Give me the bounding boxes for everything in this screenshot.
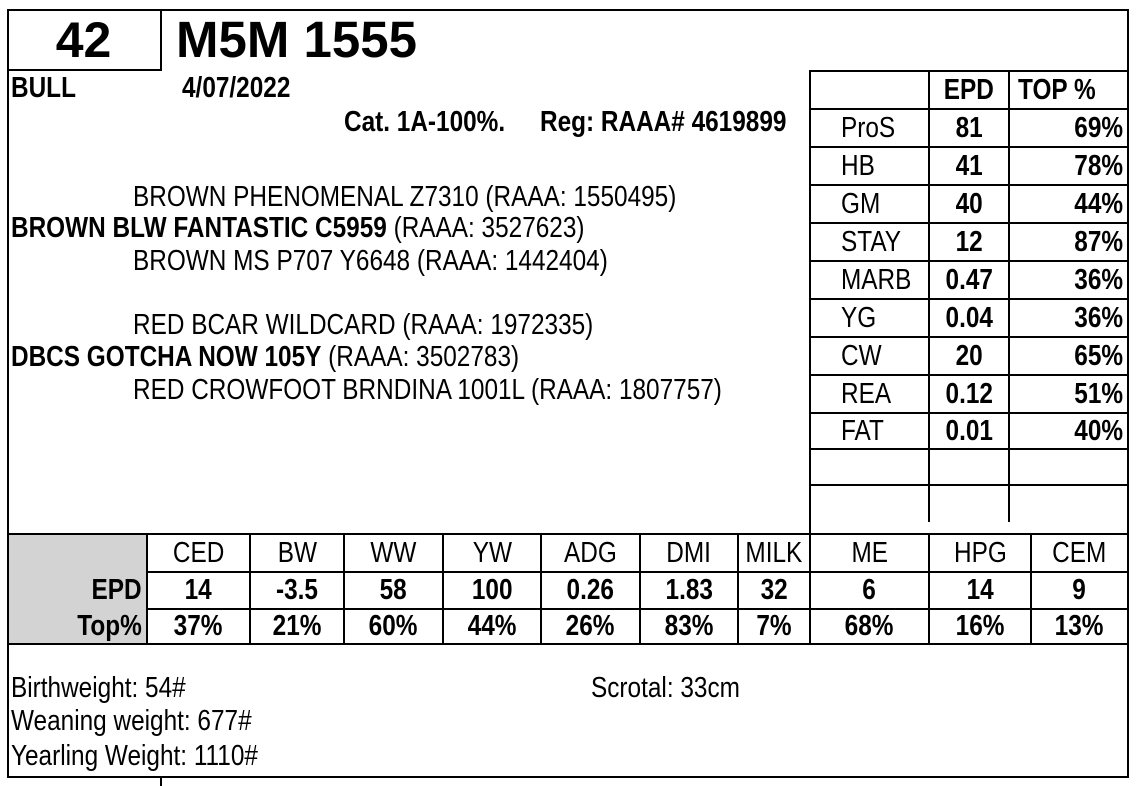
bt-top: 13%	[1055, 610, 1104, 642]
pedigree-dam-dam: RED CROWFOOT BRNDINA 1001L (RAAA: 1807757)	[133, 374, 722, 406]
bt-epd: 32	[760, 574, 788, 606]
rt-top: 69%	[1074, 111, 1123, 144]
scrotal: Scrotal: 33cm	[591, 672, 740, 704]
rt-top: 51%	[1074, 377, 1123, 410]
rt-top: 36%	[1074, 263, 1123, 296]
birth-date: 4/07/2022	[182, 72, 291, 104]
rt-trait: GM	[841, 187, 881, 220]
pedigree-dam-sire: RED BCAR WILDCARD (RAAA: 1972335)	[133, 309, 594, 341]
rt-epd: 0.01	[945, 414, 993, 447]
birthweight: Birthweight: 54#	[11, 672, 186, 704]
bt-epd: 0.26	[566, 574, 615, 606]
bt-header: BW	[277, 536, 317, 569]
rt-top: 78%	[1074, 149, 1123, 182]
lot-number: 42	[55, 12, 112, 68]
bt-top: 7%	[756, 610, 792, 642]
bt-top: 21%	[272, 610, 322, 642]
bt-epd: 6	[862, 574, 877, 606]
bt-header: CED	[172, 536, 225, 569]
bt-top: 60%	[369, 610, 418, 642]
frame-right	[1127, 9, 1129, 777]
rt-trait: HB	[841, 149, 875, 182]
bt-header: MILK	[745, 536, 803, 569]
rt-epd: 12	[955, 225, 983, 258]
rt-trait: YG	[841, 301, 877, 334]
rt-trait: REA	[841, 377, 892, 410]
rt-top: 65%	[1074, 339, 1123, 372]
yearling-weight: Yearling Weight: 1110#	[11, 740, 258, 772]
bt-header: DMI	[666, 536, 712, 569]
registration: Reg: RAAA# 4619899	[540, 106, 787, 138]
lot-box-bottom	[7, 69, 162, 71]
rt-row-line-10	[809, 484, 1129, 486]
category: Cat. 1A-100%.	[344, 106, 506, 138]
weaning-weight: Weaning weight: 677#	[11, 705, 252, 737]
bt-top: 68%	[845, 610, 894, 642]
bt-header: HPG	[953, 536, 1007, 569]
bt-epd: 100	[471, 574, 513, 606]
bt-header: CEM	[1052, 536, 1107, 569]
pedigree-sire-dam: BROWN MS P707 Y6648 (RAAA: 1442404)	[133, 245, 608, 277]
rt-trait: CW	[841, 339, 882, 372]
bt-top: 44%	[467, 610, 517, 642]
rt-top: 40%	[1074, 414, 1123, 447]
pedigree-dam	[11, 343, 519, 372]
rt-epd: 0.47	[945, 263, 993, 296]
pedigree-sire	[11, 214, 585, 243]
bt-top: 37%	[174, 610, 223, 642]
bt-epd: 14	[966, 574, 994, 606]
rt-epd: 0.04	[945, 301, 993, 334]
bt-top: 16%	[955, 610, 1005, 642]
bt-epd-label: EPD	[91, 574, 142, 606]
bt-header: ADG	[564, 536, 617, 569]
bt-epd: 14	[184, 574, 213, 606]
rt-trait: ProS	[841, 111, 896, 144]
bt-top-label: Top%	[77, 610, 142, 642]
lot-box-right	[160, 9, 162, 70]
rt-epd: 81	[955, 111, 983, 144]
rt-epd: 41	[955, 149, 983, 182]
pedigree-sire-sire: BROWN PHENOMENAL Z7310 (RAAA: 1550495)	[133, 181, 677, 213]
bt-epd: 58	[379, 574, 408, 606]
bt-top: 26%	[566, 610, 615, 642]
bt-header: YW	[472, 536, 512, 569]
pedigree-sire-reg: (RAAA: 3527623)	[386, 212, 585, 244]
bt-epd: -3.5	[275, 574, 318, 606]
pedigree-dam-reg: (RAAA: 3502783)	[321, 341, 520, 373]
pedigree-dam-name: DBCS GOTCHA NOW 105Y	[11, 341, 322, 373]
rt-trait: FAT	[841, 414, 884, 447]
next-lot-divider	[160, 776, 162, 786]
rt-trait: STAY	[841, 225, 902, 258]
rt-row-line-9	[809, 448, 1129, 450]
rt-epd: 40	[955, 187, 983, 220]
rt-trait: MARB	[841, 263, 912, 296]
rt-epd: 20	[955, 339, 983, 372]
rt-epd: 0.12	[945, 377, 993, 410]
pedigree-sire-name: BROWN BLW FANTASTIC C5959	[11, 212, 387, 244]
frame-bottom	[7, 776, 1129, 778]
bt-epd: 1.83	[665, 574, 713, 606]
bt-bottom-border	[7, 643, 1129, 645]
rt-top: 44%	[1074, 187, 1123, 220]
rt-header-epd: EPD	[943, 74, 995, 106]
bt-epd: 9	[1072, 574, 1087, 606]
bt-header: ME	[851, 536, 888, 569]
animal-id: M5M 1555	[176, 11, 417, 68]
sex-label: BULL	[11, 72, 76, 104]
rt-header-top: TOP %	[1018, 74, 1096, 106]
rt-top: 87%	[1074, 225, 1123, 258]
rt-top: 36%	[1074, 301, 1123, 334]
bt-header: WW	[370, 536, 417, 569]
frame-left	[7, 9, 9, 777]
bt-top: 83%	[664, 610, 714, 642]
